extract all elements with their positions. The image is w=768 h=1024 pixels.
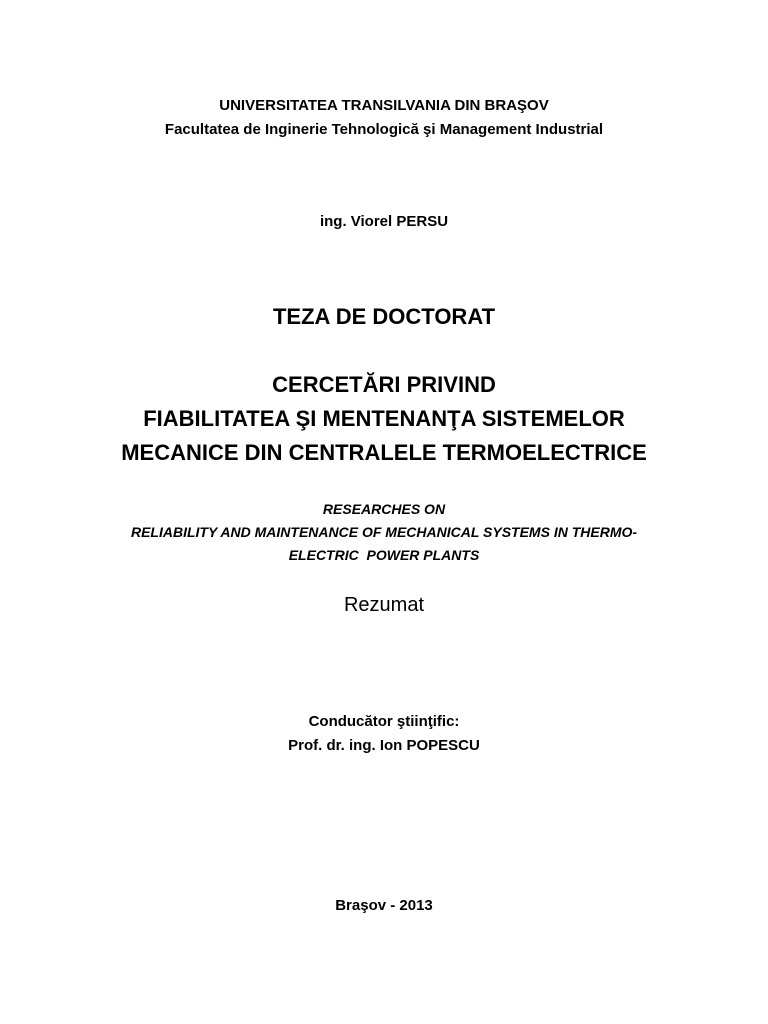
place-and-year: Braşov - 2013 (335, 897, 433, 914)
english-title-line-1: RESEARCHES ON (322, 501, 446, 517)
advisor-name: Prof. dr. ing. Ion POPESCU (288, 737, 480, 754)
advisor-label: Conducător ştiinţific: (308, 713, 460, 730)
english-title-line-3: ELECTRIC POWER PLANTS (288, 547, 480, 563)
faculty-name: Facultatea de Inginerie Tehnologică şi Management Industrial (164, 121, 604, 138)
romanian-title-line-3: MECANICE DIN CENTRALELE TERMOELECTRICE (121, 440, 647, 465)
author-name: ing. Viorel PERSU (319, 213, 449, 230)
thesis-type-heading: TEZA DE DOCTORAT (272, 304, 496, 329)
romanian-title-line-1: CERCETĂRI PRIVIND (272, 372, 496, 397)
university-name: UNIVERSITATEA TRANSILVANIA DIN BRAŞOV (219, 97, 549, 114)
english-title-line-2: RELIABILITY AND MAINTENANCE OF MECHANICAL SYSTEMS IN THERMO- (130, 524, 638, 540)
romanian-title-line-2: FIABILITATEA ŞI MENTENANŢA SISTEMELOR (143, 406, 625, 431)
summary-label: Rezumat (343, 594, 425, 616)
